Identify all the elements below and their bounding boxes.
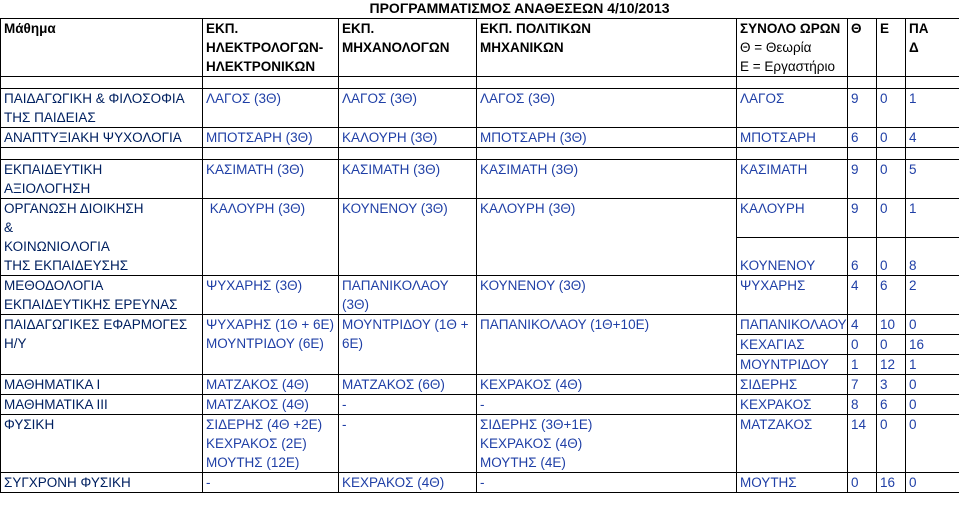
pad-hours: 0 (906, 315, 959, 335)
instructor-cell: ΠΑΠΑΝΙΚΟΛΑΟΥ (3Θ) (339, 276, 477, 315)
lab-hours: 16 (877, 473, 906, 493)
instructor-cell: ΠΑΠΑΝΙΚΟΛΑΟΥ (1Θ+10Ε) (477, 315, 737, 375)
subject-cell: ΣΥΓΧΡΟΝΗ ΦΥΣΙΚΗ (1, 473, 203, 493)
pad-hours: 2 (906, 276, 959, 315)
total-name-cell: ΚΑΣΙΜΑΤΗ (737, 160, 848, 199)
header-civil-engineers: ΕΚΠ. ΠΟΛΙΤΙΚΩΝ ΜΗΧΑΝΙΚΩΝ (477, 19, 737, 77)
header-theory: Θ (848, 19, 877, 77)
instructor-cell: ΚΑΣΙΜΑΤΗ (3Θ) (203, 160, 339, 199)
table-row (1, 199, 959, 238)
header-row (1, 19, 959, 77)
pad-hours: 5 (906, 160, 959, 199)
total-name-cell: ΚΕΧΡΑΚΟΣ (737, 395, 848, 415)
instructor-cell: ΚΑΣΙΜΑΤΗ (3Θ) (339, 160, 477, 199)
instructor-cell: ΨΥΧΑΡΗΣ (1Θ + 6Ε) ΜΟΥΝΤΡΙΔΟΥ (6Ε) (203, 315, 339, 375)
table-row (1, 315, 959, 335)
lab-hours: 0 (877, 128, 906, 148)
theory-hours: 1 (848, 355, 877, 375)
subject-cell: ΠΑΙΔΑΓΩΓΙΚΕΣ ΕΦΑΡΜΟΓΕΣ Η/Υ (1, 315, 203, 375)
subject-cell: ΜΕΘΟΔΟΛΟΓΙΑ ΕΚΠΑΙΔΕΥΤΙΚΗΣ ΕΡΕΥΝΑΣ (1, 276, 203, 315)
instructor-cell: - (477, 473, 737, 493)
theory-hours: 8 (848, 395, 877, 415)
pad-hours: 16 (906, 335, 959, 355)
instructor-cell: ΛΑΓΟΣ (3Θ) (477, 89, 737, 128)
instructor-cell: ΜΠΟΤΣΑΡΗ (3Θ) (477, 128, 737, 148)
instructor-cell: ΜΑΤΖΑΚΟΣ (4Θ) (203, 375, 339, 395)
header-pad: ΠΑ Δ (906, 19, 959, 77)
lab-hours: 12 (877, 355, 906, 375)
lab-hours: 3 (877, 375, 906, 395)
lab-hours: 0 (877, 89, 906, 128)
lab-hours: 0 (877, 237, 906, 276)
table-row (1, 395, 959, 415)
theory-hours: 9 (848, 89, 877, 128)
pad-hours: 1 (906, 355, 959, 375)
spacer-row (1, 148, 959, 160)
assignment-table (0, 18, 959, 493)
total-name-cell: ΛΑΓΟΣ (737, 89, 848, 128)
theory-hours: 7 (848, 375, 877, 395)
subject-cell: ΟΡΓΑΝΩΣΗ ΔΙΟΙΚΗΣΗ & ΚΟΙΝΩΝΙΟΛΟΓΙΑ ΤΗΣ ΕΚΠΑΙΔΕΥΣΗΣ (1, 199, 203, 276)
instructor-cell: ΚΟΥΝΕΝΟΥ (3Θ) (339, 199, 477, 276)
lab-hours: 10 (877, 315, 906, 335)
subject-cell: ΦΥΣΙΚΗ (1, 415, 203, 473)
instructor-cell: ΚΑΛΟΥΡΗ (3Θ) (477, 199, 737, 276)
total-name-cell: ΜΑΤΖΑΚΟΣ (737, 415, 848, 473)
pad-hours: 0 (906, 375, 959, 395)
instructor-cell: ΣΙΔΕΡΗΣ (4Θ +2Ε) ΚΕΧΡΑΚΟΣ (2Ε) ΜΟΥΤΗΣ (12Ε) (203, 415, 339, 473)
theory-hours: 14 (848, 415, 877, 473)
total-name-cell: ΜΟΥΤΗΣ (737, 473, 848, 493)
theory-hours: 9 (848, 160, 877, 199)
table-row (1, 160, 959, 199)
lab-hours: 0 (877, 415, 906, 473)
lab-hours: 6 (877, 276, 906, 315)
subject-cell: ΠΑΙΔΑΓΩΓΙΚΗ & ΦΙΛΟΣΟΦΙΑ ΤΗΣ ΠΑΙΔΕΙΑΣ (1, 89, 203, 128)
theory-hours: 0 (848, 473, 877, 493)
lab-hours: 0 (877, 199, 906, 238)
instructor-cell: ΜΟΥΝΤΡΙΔΟΥ (1Θ + 6Ε) (339, 315, 477, 375)
instructor-cell: ΜΑΤΖΑΚΟΣ (4Θ) (203, 395, 339, 415)
instructor-cell: ΨΥΧΑΡΗΣ (3Θ) (203, 276, 339, 315)
pad-hours: 0 (906, 415, 959, 473)
lab-hours: 0 (877, 335, 906, 355)
pad-hours: 4 (906, 128, 959, 148)
instructor-cell: ΜΑΤΖΑΚΟΣ (6Θ) (339, 375, 477, 395)
total-name-cell: ΨΥΧΑΡΗΣ (737, 276, 848, 315)
table-row (1, 276, 959, 315)
lab-hours: 6 (877, 395, 906, 415)
pad-hours: 1 (906, 199, 959, 238)
lab-hours: 0 (877, 160, 906, 199)
instructor-cell: ΚΑΛΟΥΡΗ (3Θ) (203, 199, 339, 276)
instructor-cell: ΚΑΣΙΜΑΤΗ (3Θ) (477, 160, 737, 199)
document-title: ΠΡΟΓΡΑΜΜΑΤΙΣΜΟΣ ΑΝΑΘΕΣΕΩΝ 4/10/2013 (369, 0, 670, 16)
total-name-cell: ΚΑΛΟΥΡΗ (737, 199, 848, 238)
theory-hours: 6 (848, 237, 877, 276)
instructor-cell: ΚΟΥΝΕΝΟΥ (3Θ) (477, 276, 737, 315)
theory-hours: 9 (848, 199, 877, 238)
instructor-cell: - (339, 395, 477, 415)
table-row (1, 375, 959, 395)
table-row (1, 128, 959, 148)
pad-hours: 1 (906, 89, 959, 128)
total-name-cell: ΣΙΔΕΡΗΣ (737, 375, 848, 395)
theory-hours: 6 (848, 128, 877, 148)
header-mechanical-engineers: ΕΚΠ. ΜΗΧΑΝΟΛΟΓΩΝ (339, 19, 477, 77)
spacer-row (1, 77, 959, 89)
instructor-cell: - (203, 473, 339, 493)
instructor-cell: - (477, 395, 737, 415)
instructor-cell: - (339, 415, 477, 473)
theory-hours: 4 (848, 315, 877, 335)
instructor-cell: ΚΕΧΡΑΚΟΣ (4Θ) (339, 473, 477, 493)
subject-cell: ΜΑΘΗΜΑΤΙΚΑ ΙΙΙ (1, 395, 203, 415)
total-name-cell: ΠΑΠΑΝΙΚΟΛΑΟΥ (737, 315, 848, 335)
total-name-cell: ΚΟΥΝΕΝΟΥ (737, 237, 848, 276)
table-row (1, 89, 959, 128)
total-name-cell: ΜΠΟΤΣΑΡΗ (737, 128, 848, 148)
pad-hours: 8 (906, 237, 959, 276)
header-subject: Μάθημα (1, 19, 203, 77)
subject-cell: ΜΑΘΗΜΑΤΙΚΑ Ι (1, 375, 203, 395)
instructor-cell: ΜΠΟΤΣΑΡΗ (3Θ) (203, 128, 339, 148)
pad-hours: 0 (906, 395, 959, 415)
subject-cell: ΕΚΠΑΙΔΕΥΤΙΚΗ ΑΞΙΟΛΟΓΗΣΗ (1, 160, 203, 199)
instructor-cell: ΛΑΓΟΣ (3Θ) (203, 89, 339, 128)
theory-hours: 4 (848, 276, 877, 315)
subject-cell: ΑΝΑΠΤΥΞΙΑΚΗ ΨΥΧΟΛΟΓΙΑ (1, 128, 203, 148)
table-row (1, 415, 959, 473)
total-name-cell: ΜΟΥΝΤΡΙΔΟΥ (737, 355, 848, 375)
header-electrical-engineers: ΕΚΠ. ΗΛΕΚΤΡΟΛΟΓΩΝ- ΗΛΕΚΤΡΟΝΙΚΩΝ (203, 19, 339, 77)
instructor-cell: ΣΙΔΕΡΗΣ (3Θ+1Ε) ΚΕΧΡΑΚΟΣ (4Θ) ΜΟΥΤΗΣ (4Ε) (477, 415, 737, 473)
instructor-cell: ΚΑΛΟΥΡΗ (3Θ) (339, 128, 477, 148)
header-lab: Ε (877, 19, 906, 77)
pad-hours: 0 (906, 473, 959, 493)
instructor-cell: ΛΑΓΟΣ (3Θ) (339, 89, 477, 128)
instructor-cell: ΚΕΧΡΑΚΟΣ (4Θ) (477, 375, 737, 395)
theory-hours: 0 (848, 335, 877, 355)
header-total-hours: ΣΥΝΟΛΟ ΩΡΩΝ Θ = Θεωρία Ε = Εργαστήριο (737, 19, 848, 77)
total-name-cell: ΚΕΧΑΓΙΑΣ (737, 335, 848, 355)
table-row (1, 473, 959, 493)
